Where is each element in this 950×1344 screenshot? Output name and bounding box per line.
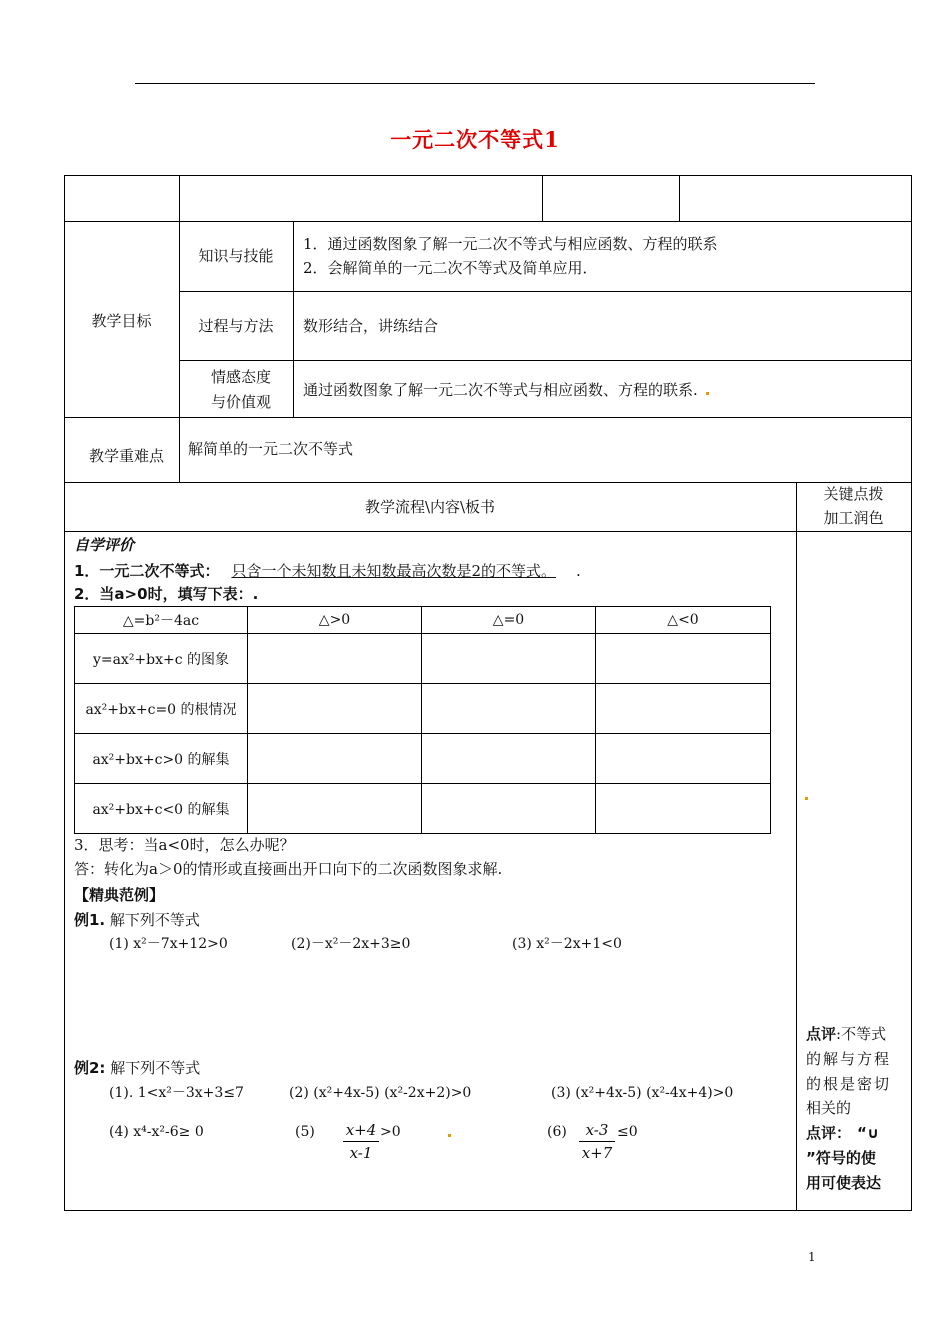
fraction-denominator: x-1 (349, 1144, 373, 1162)
q3-text: 3．思考：当a<0时，怎么办呢？ (74, 836, 295, 854)
table-cell (422, 784, 596, 834)
objective-category: 过程与方法 (198, 317, 274, 335)
page-number: 1 (808, 1250, 816, 1264)
table-cell (596, 634, 771, 684)
note2-line: 用可使表达 (806, 1174, 882, 1192)
table-row-label: ax²+bx+c>0 的解集 (75, 734, 248, 784)
flow-header: 教学流程\内容\板书 (364, 498, 496, 516)
table-line (679, 175, 680, 221)
mark-dot (448, 1134, 451, 1137)
table-row-label: y=ax²+bx+c 的图象 (75, 634, 248, 684)
fraction-relation: >0 (380, 1124, 401, 1140)
examples-heading: 【精典范例】 (74, 886, 165, 904)
table-header-cell: △=b²－4ac (75, 607, 248, 634)
objective-category: 知识与技能 (198, 247, 274, 265)
example2-item: (1). 1<x²－3x+3≤7 (109, 1085, 244, 1101)
self-study-heading: 自学评价 (74, 536, 135, 554)
table-header-cell: △<0 (596, 607, 771, 634)
fraction-numerator: x-3 (585, 1121, 609, 1139)
table-cell (422, 684, 596, 734)
example1-item: (2)－x²－2x+3≥0 (291, 936, 411, 952)
note1-line: 的根是密切 (806, 1075, 892, 1093)
table-cell (596, 784, 771, 834)
table-border-right (911, 175, 912, 1211)
objective-content-line: 1．通过函数图象了解一元二次不等式与相应函数、方程的联系 (303, 235, 718, 253)
example2-item: (5) (295, 1124, 315, 1140)
table-line (64, 531, 912, 532)
example1-item: (1) x²－7x+12>0 (109, 936, 228, 952)
fraction-5 (343, 1121, 379, 1162)
example2-item: (2) (x²+4x-5) (x²-2x+2)>0 (289, 1085, 472, 1101)
note1-line: :不等式 (836, 1025, 887, 1043)
discriminant-table (74, 606, 771, 834)
page-title: 一元二次不等式1 (390, 127, 560, 152)
q1-answer: 只含一个未知数且未知数最高次数是2的不等式。 (231, 562, 556, 580)
table-cell (596, 684, 771, 734)
example1-title: 例1. (74, 911, 106, 929)
table-line (542, 175, 543, 221)
objectives-label: 教学目标 (91, 312, 152, 330)
example2-item: (4) x⁴-x²-6≥ 0 (109, 1124, 204, 1140)
key-points-label: 教学重难点 (88, 447, 164, 465)
side-header-line: 关键点拨 (823, 485, 884, 503)
table-row-label: ax²+bx+c=0 的根情况 (75, 684, 248, 734)
side-header-line: 加工润色 (823, 509, 884, 527)
example1-desc: 解下列不等式 (109, 911, 200, 929)
note1-line: 相关的 (806, 1099, 852, 1117)
mark-dot (706, 392, 709, 395)
example2-item: (6) (547, 1124, 567, 1140)
table-border-top (64, 175, 912, 176)
table-cell (248, 734, 422, 784)
objective-content-line: 2．会解简单的一元二次不等式及简单应用． (303, 259, 598, 277)
table-line (64, 417, 912, 418)
example2-desc: 解下列不等式 (110, 1059, 201, 1077)
objective-content-line: 通过函数图象了解一元二次不等式与相应函数、方程的联系. (303, 381, 698, 399)
q3-answer: 答：转化为a＞0的情形或直接画出开口向下的二次函数图象求解. (74, 860, 503, 878)
fraction-denominator: x+7 (581, 1144, 613, 1162)
note1-label: 点评 (806, 1025, 837, 1043)
table-cell (422, 634, 596, 684)
note1-line: 的解与方程 (806, 1050, 892, 1068)
example1-item: (3) x²－2x+1<0 (512, 936, 622, 952)
table-cell (248, 784, 422, 834)
table-line (64, 221, 912, 222)
mark-dot (805, 797, 808, 800)
objective-content-line: 数形结合，讲练结合 (303, 317, 439, 335)
table-line (179, 291, 912, 292)
table-line (796, 482, 797, 1211)
objective-category: 情感态度 (210, 368, 271, 386)
table-header-cell: △=0 (422, 607, 596, 634)
table-header-cell: △>0 (248, 607, 422, 634)
fraction-relation: ≤0 (617, 1124, 638, 1140)
table-line (64, 482, 912, 483)
note2-line: “∪ (857, 1124, 880, 1142)
objective-category: 与价值观 (210, 393, 271, 411)
table-row-label: ax²+bx+c<0 的解集 (75, 784, 248, 834)
note2-label: 点评： (806, 1124, 852, 1142)
table-border-bottom (64, 1210, 912, 1211)
q1-label: 1．一元二次不等式： (74, 562, 220, 580)
example2-item: (3) (x²+4x-5) (x²-4x+4)>0 (551, 1085, 734, 1101)
q2-text: 2．当a>0时，填写下表：. (74, 585, 259, 603)
table-cell (248, 634, 422, 684)
fraction-6 (579, 1121, 615, 1162)
table-cell (248, 684, 422, 734)
header-rule (135, 83, 815, 84)
table-line (179, 360, 912, 361)
table-cell (422, 734, 596, 784)
q1-end: . (576, 562, 581, 580)
table-cell (596, 734, 771, 784)
example2-title: 例2: (74, 1059, 106, 1077)
note2-line: ”符号的使 (806, 1149, 876, 1167)
key-points-content: 解简单的一元二次不等式 (188, 440, 354, 458)
fraction-numerator: x+4 (345, 1121, 377, 1139)
